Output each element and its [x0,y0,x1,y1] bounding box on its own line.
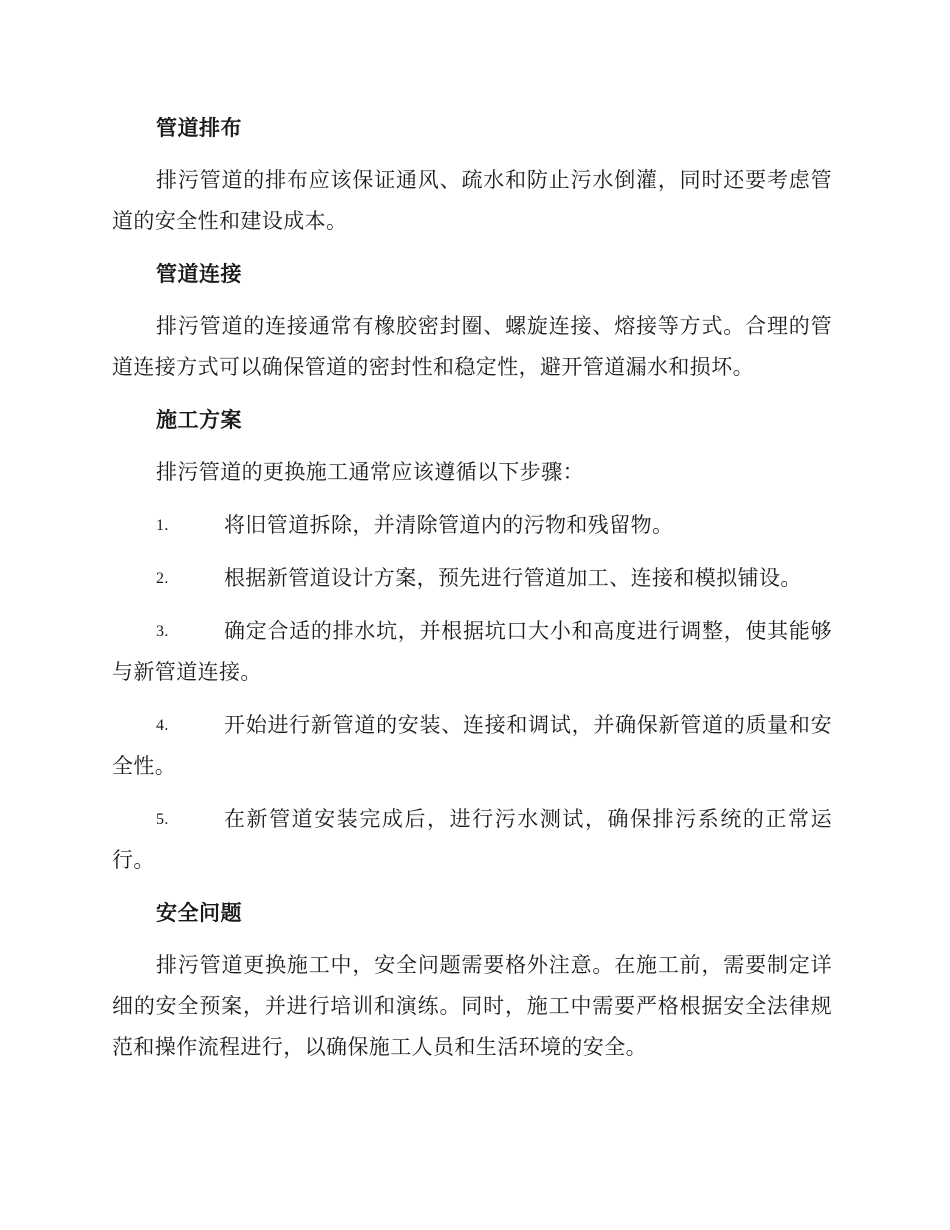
list-item-number: 5. [156,811,169,828]
list-item [112,558,832,599]
list-item-number: 3. [156,623,169,640]
list-item-number: 4. [156,717,169,734]
list-item-number: 1. [156,517,169,534]
list-item-text: 开始进行新管道的安装、连接和调试，并确保新管道的质量和安全性。 [112,713,832,778]
list-item-text: 根据新管道设计方案，预先进行管道加工、连接和模拟铺设。 [224,566,802,590]
list-item-text: 确定合适的排水坑，并根据坑口大小和高度进行调整，使其能够与新管道连接。 [112,619,832,684]
paragraph-pipe-layout: 排污管道的排布应该保证通风、疏水和防止污水倒灌，同时还要考虑管道的安全性和建设成本。 [112,168,832,233]
paragraph-construction-intro: 排污管道的更换施工通常应该遵循以下步骤： [156,460,584,484]
list-item [112,799,832,881]
section-heading-pipe-layout: 管道排布 [156,116,242,140]
section-heading-safety: 安全问题 [156,901,242,925]
list-item [112,505,832,546]
list-item-text: 将旧管道拆除，并清除管道内的污物和残留物。 [224,513,674,537]
list-item [112,611,832,693]
paragraph-pipe-connection: 排污管道的连接通常有橡胶密封圈、螺旋连接、熔接等方式。合理的管道连接方式可以确保管道的密封性和稳定性，避开管道漏水和损坏。 [112,314,832,379]
document-page [112,108,832,1080]
list-item [112,705,832,787]
section-heading-construction-plan: 施工方案 [156,408,242,432]
list-item-text: 在新管道安装完成后，进行污水测试，确保排污系统的正常运行。 [112,807,832,872]
paragraph-safety: 排污管道更换施工中，安全问题需要格外注意。在施工前，需要制定详细的安全预案，并进行培训和演练。同时，施工中需要严格根据安全法律规范和操作流程进行，以确保施工人员和生活环境的安全。 [112,953,832,1059]
list-item-number: 2. [156,570,169,587]
section-heading-pipe-connection: 管道连接 [156,262,242,286]
